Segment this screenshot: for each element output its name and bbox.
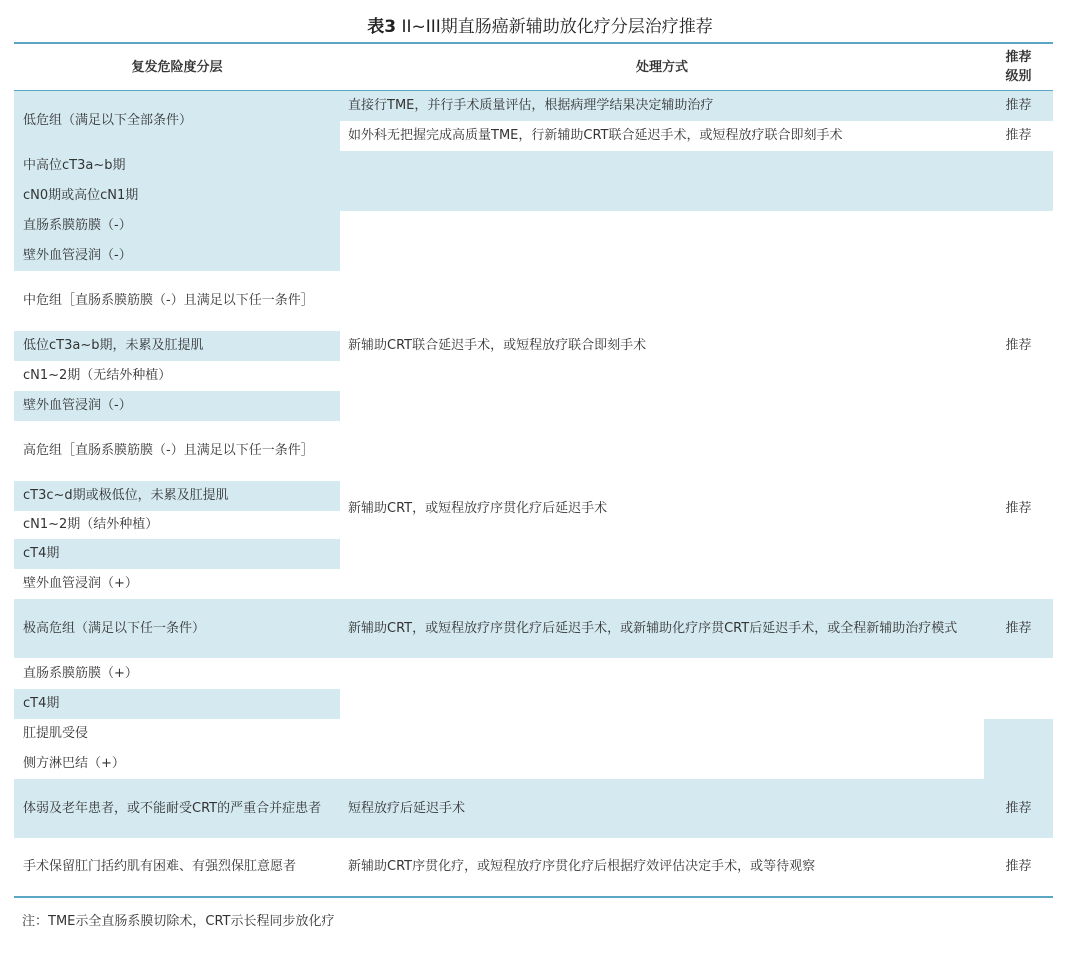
bottom-rule — [14, 896, 1053, 898]
risk-criterion: cN1~2期（结外种植） — [23, 517, 159, 532]
table-footnote: 注：TME示全直肠系膜切除术，CRT示长程同步放化疗 — [22, 914, 335, 929]
table-caption: II~III期直肠癌新辅助放化疗分层治疗推荐 — [401, 17, 713, 37]
risk-criterion: cN1~2期（无结外种植） — [23, 368, 172, 383]
header-recommendation-level: 推荐级别 — [1005, 50, 1032, 84]
treatment-text: 新辅助CRT序贯化疗，或短程放疗序贯化疗后根据疗效评估决定手术，或等待观察 — [348, 859, 816, 874]
risk-criterion: 肛提肌受侵 — [23, 726, 89, 741]
risk-criterion: 直肠系膜筋膜（+） — [23, 666, 138, 681]
risk-criterion: 壁外血管浸润（-） — [23, 248, 132, 263]
risk-group-medium: 中危组［直肠系膜筋膜（-）且满足以下任一条件］ — [23, 293, 314, 308]
recommendation-grade: 推荐 — [1005, 338, 1032, 353]
risk-group-very-high: 极高危组（满足以下任一条件） — [23, 620, 206, 636]
row-band — [984, 719, 1053, 779]
table-title — [0, 12, 1080, 37]
risk-criterion: 侧方淋巴结（+） — [23, 756, 125, 771]
risk-group-frail: 体弱及老年患者，或不能耐受CRT的严重合并症患者 — [23, 800, 322, 816]
recommendation-grade: 推荐 — [1005, 501, 1032, 516]
recommendation-grade: 推荐 — [1005, 620, 1032, 636]
risk-criterion: 壁外血管浸润（+） — [23, 576, 138, 591]
recommendation-grade: 推荐 — [1005, 98, 1032, 113]
risk-criterion: 中高位cT3a~b期 — [23, 158, 126, 173]
risk-criterion: cN0期或高位cN1期 — [23, 188, 139, 203]
risk-criterion: cT3c~d期或极低位，未累及肛提肌 — [23, 488, 229, 503]
treatment-text: 新辅助CRT，或短程放疗序贯化疗后延迟手术，或新辅助化疗序贯CRT后延迟手术，或全程新辅助治疗模式 — [348, 620, 958, 636]
risk-criterion: 低位cT3a~b期，未累及肛提肌 — [23, 338, 204, 353]
risk-criterion: cT4期 — [23, 696, 60, 711]
header-treatment: 处理方式 — [635, 59, 688, 75]
treatment-text: 短程放疗后延迟手术 — [348, 800, 466, 816]
risk-criterion: 直肠系膜筋膜（-） — [23, 218, 132, 233]
treatment-text: 如外科无把握完成高质量TME，行新辅助CRT联合延迟手术，或短程放疗联合即刻手术 — [348, 128, 843, 143]
recommendation-grade: 推荐 — [1005, 128, 1032, 143]
risk-criterion: 壁外血管浸润（-） — [23, 398, 132, 413]
risk-group-low: 低危组（满足以下全部条件） — [23, 113, 193, 128]
recommendation-grade: 推荐 — [1005, 800, 1032, 816]
risk-criterion: cT4期 — [23, 546, 60, 561]
header-risk-stratification: 复发危险度分层 — [131, 59, 223, 75]
treatment-text: 新辅助CRT联合延迟手术，或短程放疗联合即刻手术 — [348, 338, 647, 353]
table-number: 表3 — [367, 17, 397, 37]
treatment-text: 直接行TME，并行手术质量评估，根据病理学结果决定辅助治疗 — [348, 98, 714, 113]
recommendation-grade: 推荐 — [1005, 859, 1032, 874]
risk-group-sphincter: 手术保留肛门括约肌有困难、有强烈保肛意愿者 — [23, 859, 297, 874]
treatment-text: 新辅助CRT，或短程放疗序贯化疗后延迟手术 — [348, 501, 608, 516]
risk-group-high: 高危组［直肠系膜筋膜（-）且满足以下任一条件］ — [23, 443, 314, 458]
